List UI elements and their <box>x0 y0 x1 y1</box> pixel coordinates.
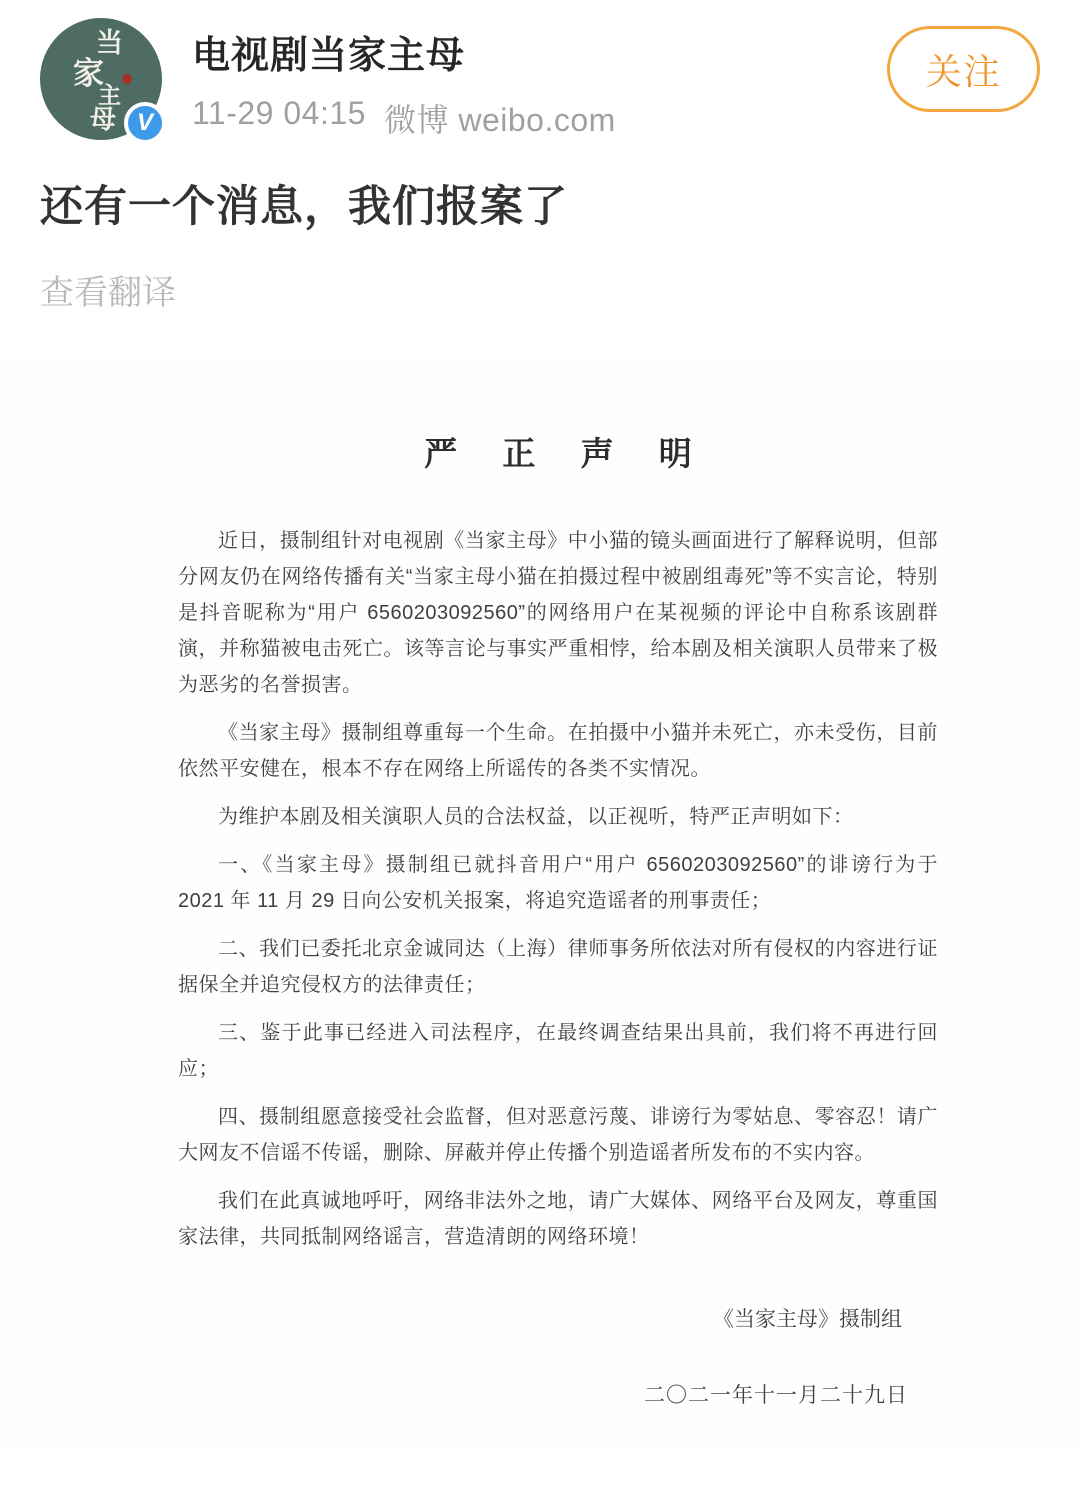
statement-paragraph: 《当家主母》摄制组尊重每一个生命。在拍摄中小猫并未死亡，亦未受伤，目前依然平安健在，根本不存在网络上所谣传的各类不实情况。 <box>178 721 938 780</box>
post-text: 还有一个消息，我们报案了 <box>40 183 568 231</box>
avatar-char: 家 <box>73 56 104 91</box>
statement-paragraph: 四、摄制组愿意接受社会监督，但对恶意污蔑、诽谤行为零姑息、零容忍！请广大网友不信谣不传谣，删除、屏蔽并停止传播个别造谣者所发布的不实内容。 <box>178 1105 938 1164</box>
avatar-char: 当 <box>96 28 123 58</box>
statement-paragraph: 为维护本剧及相关演职人员的合法权益，以正视听，特严正声明如下： <box>218 805 854 828</box>
username[interactable]: 电视剧当家主母 <box>192 35 466 77</box>
statement-title: 严 正 声 明 <box>424 434 710 472</box>
statement-paragraph: 三、鉴于此事已经进入司法程序，在最终调查结果出具前，我们将不再进行回应； <box>178 1021 938 1080</box>
statement-signature: 《当家主母》摄制组 <box>713 1307 902 1331</box>
statement-date: 二〇二一年十一月二十九日 <box>644 1383 908 1407</box>
translate-link[interactable]: 查看翻译 <box>40 273 176 312</box>
post-meta <box>192 95 887 141</box>
post-header <box>0 0 1080 141</box>
avatar[interactable] <box>40 18 162 140</box>
verified-icon: V <box>124 102 166 144</box>
statement-image[interactable] <box>0 360 1080 1449</box>
statement-paragraph: 近日，摄制组针对电视剧《当家主母》中小猫的镜头画面进行了解释说明，但部分网友仍在网络传播有关“当家主母小猫在拍摄过程中被剧组毒死”等不实言论，特别是抖音昵称为“用户 6560203092560”的网络用户在某视频的评论中自称系该剧群演，并称猫被电击死亡。该等言论与事实严重相悖，给本剧及相关演职人员带来了极为恶劣的名誉损害。 <box>178 529 938 696</box>
statement-paragraph: 一、《当家主母》摄制组已就抖音用户“用户 6560203092560”的诽谤行为于 2021 年 11 月 29 日向公安机关报案，将追究造谣者的刑事责任； <box>178 853 938 912</box>
source-label: 微博 weibo.com <box>383 102 616 138</box>
avatar-char: 主 <box>98 82 121 108</box>
timestamp: 11-29 04:15 <box>192 95 366 131</box>
statement-paragraph: 二、我们已委托北京金诚同达（上海）律师事务所依法对所有侵权的内容进行证据保全并追究侵权方的法律责任； <box>178 937 938 996</box>
statement-body <box>178 523 938 1255</box>
statement-paragraph: 我们在此真诚地呼吁，网络非法外之地，请广大媒体、网络平台及网友，尊重国家法律，共同抵制网络谣言，营造清朗的网络环境！ <box>178 1189 938 1248</box>
follow-button[interactable]: 关注 <box>887 26 1040 112</box>
avatar-char: 母 <box>90 104 117 134</box>
seal-dot <box>122 74 132 84</box>
header-info <box>192 18 887 141</box>
